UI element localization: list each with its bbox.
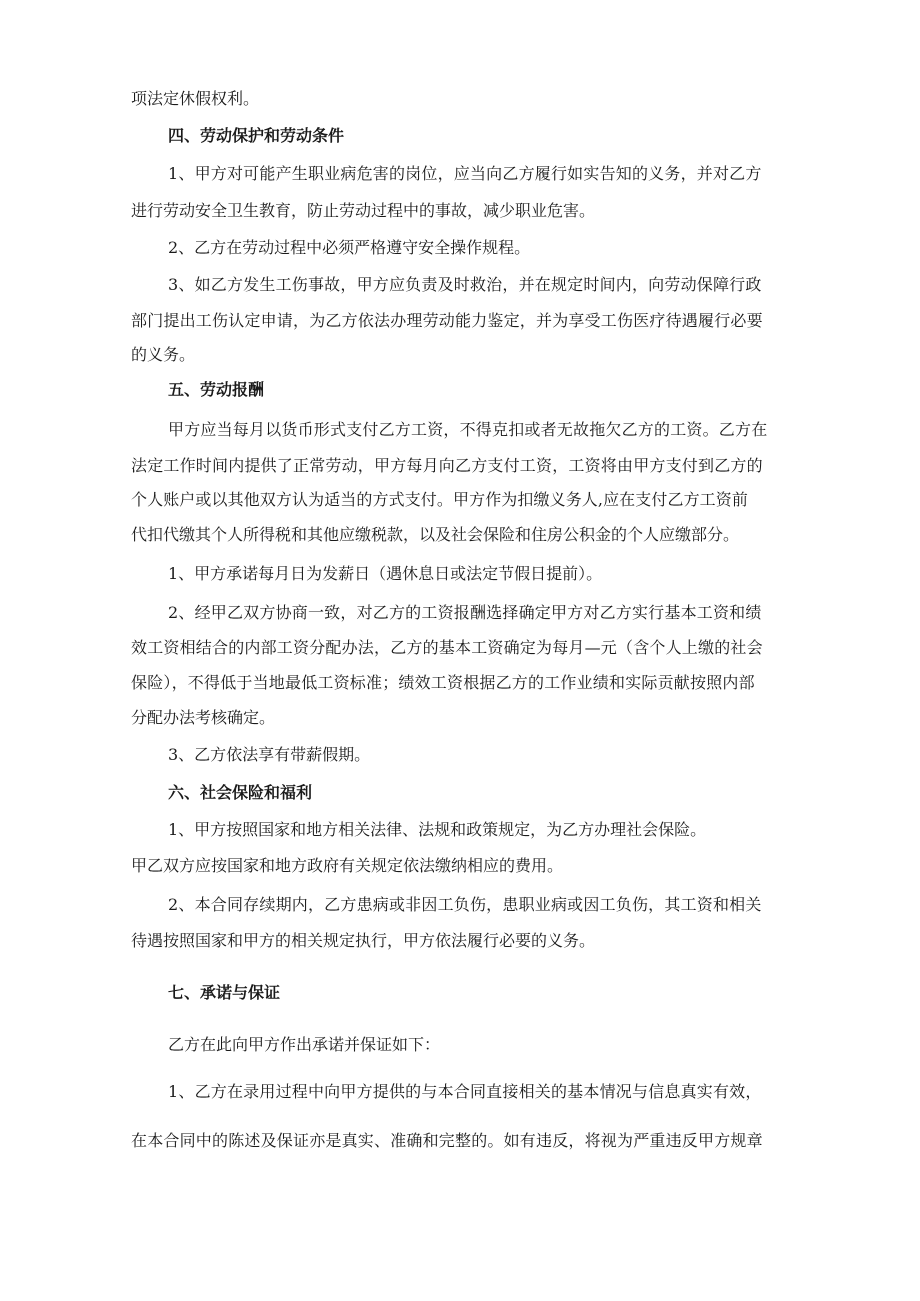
body-line-7: 部门提出工伤认定申请，为乙方依法办理劳动能力鉴定，并为享受工伤医疗待遇履行必要: [131, 311, 763, 330]
body-line-28: 在本合同中的陈述及保证亦是真实、准确和完整的。如有违反，将视为严重违反甲方规章: [131, 1131, 763, 1150]
body-line-22: 甲乙双方应按国家和地方政府有关规定依法缴纳相应的费用。: [131, 856, 564, 875]
body-line-13: 代扣代缴其个人所得税和其他应缴税款，以及社会保险和住房公积金的个人应缴部分。: [131, 525, 740, 544]
body-line-19: 3、乙方依法享有带薪假期。: [168, 745, 371, 764]
section-heading-5: 五、劳动报酬: [168, 380, 265, 399]
section-heading-7: 七、承诺与保证: [168, 983, 281, 1002]
body-line-15: 2、经甲乙双方协商一致，对乙方的工资报酬选择确定甲方对乙方实行基本工资和绩: [168, 603, 762, 622]
body-line-1: 项法定休假权利。: [131, 89, 260, 108]
body-line-17: 保险），不得低于当地最低工资标准；绩效工资根据乙方的工作业绩和实际贡献按照内部: [131, 673, 755, 692]
section-heading-4: 四、劳动保护和劳动条件: [168, 126, 345, 145]
body-line-4: 进行劳动安全卫生教育，防止劳动过程中的事故，减少职业危害。: [131, 201, 596, 220]
body-line-23: 2、本合同存续期内，乙方患病或非因工负伤，患职业病或因工负伤，其工资和相关: [168, 895, 762, 914]
body-line-11: 法定工作时间内提供了正常劳动，甲方每月向乙方支付工资，工资将由甲方支付到乙方的: [131, 456, 763, 475]
body-line-24: 待遇按照国家和甲方的相关规定执行，甲方依法履行必要的义务。: [131, 931, 596, 950]
body-line-16: 效工资相结合的内部工资分配办法，乙方的基本工资确定为每月—元（含个人上缴的社会: [131, 638, 763, 657]
body-line-27: 1、乙方在录用过程中向甲方提供的与本合同直接相关的基本情况与信息真实有效，: [168, 1082, 762, 1101]
body-line-8: 的义务。: [131, 345, 196, 364]
body-line-18: 分配办法考核确定。: [131, 708, 276, 727]
body-line-10: 甲方应当每月以货币形式支付乙方工资，不得克扣或者无故拖欠乙方的工资。乙方在: [168, 420, 768, 439]
body-line-12: 个人账户或以其他双方认为适当的方式支付。甲方作为扣缴义务人,应在支付乙方工资前: [131, 490, 748, 509]
body-line-26: 乙方在此向甲方作出承诺并保证如下：: [168, 1035, 441, 1054]
body-line-3: 1、甲方对可能产生职业病危害的岗位，应当向乙方履行如实告知的义务，并对乙方: [168, 164, 762, 183]
body-line-5: 2、乙方在劳动过程中必须严格遵守安全操作规程。: [168, 238, 531, 257]
section-heading-6: 六、社会保险和福利: [168, 783, 313, 802]
body-line-14: 1、甲方承诺每月日为发薪日（遇休息日或法定节假日提前）。: [168, 564, 603, 583]
body-line-21: 1、甲方按照国家和地方相关法律、法规和政策规定，为乙方办理社会保险。: [168, 820, 707, 839]
body-line-6: 3、如乙方发生工伤事故，甲方应负责及时救治，并在规定时间内，向劳动保障行政: [168, 275, 762, 294]
